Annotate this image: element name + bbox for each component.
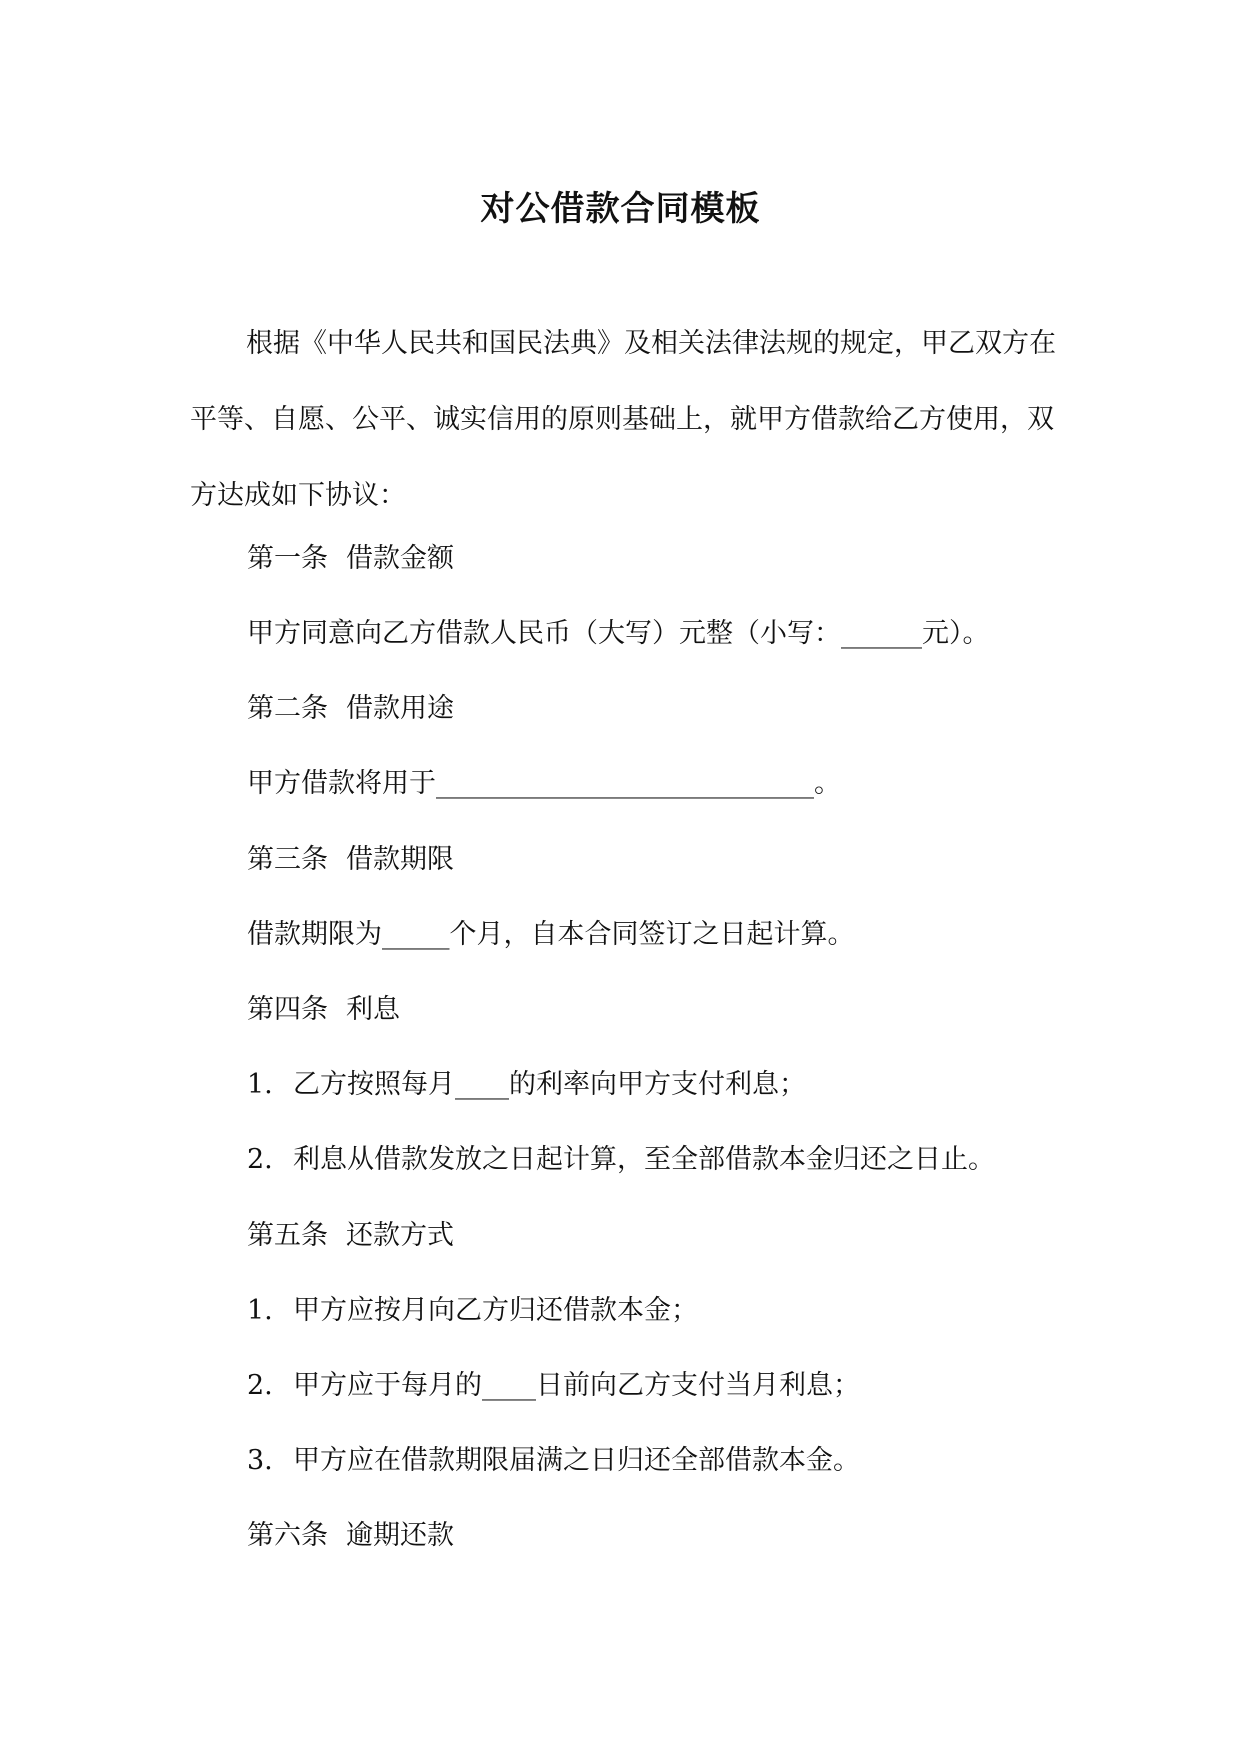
article-4-heading: [247, 990, 400, 1030]
article-5-item-2: [247, 1366, 860, 1406]
article-number: 第四条: [247, 994, 328, 1025]
article-5-item-3: [247, 1441, 860, 1481]
article-4-item-1: [247, 1065, 806, 1105]
item-text: 甲方应在借款期限届满之日归还全部借款本金。: [293, 1445, 860, 1476]
article-number: 第三条: [247, 844, 328, 875]
article-3-heading: [247, 840, 454, 880]
item-text: 甲方应按月向乙方归还借款本金；: [293, 1295, 698, 1326]
article-4-item-2: [247, 1140, 995, 1180]
article-title: 还款方式: [346, 1220, 454, 1251]
article-1-heading: [247, 539, 454, 579]
item-text: 利息从借款发放之日起计算，至全部借款本金归还之日止。: [293, 1144, 995, 1175]
article-6-heading: [247, 1516, 454, 1556]
article-3-text: 借款期限为_____个月，自本合同签订之日起计算。: [247, 919, 855, 950]
item-text: 甲方应于每月的____日前向乙方支付当月利息；: [293, 1370, 860, 1401]
document-title: 对公借款合同模板: [480, 189, 761, 229]
article-5-heading: [247, 1216, 454, 1256]
article-number: 第二条: [247, 693, 328, 724]
article-number: 第一条: [247, 543, 328, 574]
article-2-heading: [247, 689, 454, 729]
item-index: 3.: [247, 1445, 273, 1476]
article-title: 借款期限: [346, 844, 454, 875]
article-5-item-1: [247, 1291, 698, 1331]
article-title: 借款用途: [346, 693, 454, 724]
article-title: 借款金额: [346, 543, 454, 574]
item-text: 乙方按照每月____的利率向甲方支付利息；: [293, 1069, 806, 1100]
article-number: 第五条: [247, 1220, 328, 1251]
article-title: 逾期还款: [346, 1520, 454, 1551]
intro-paragraph: 根据《中华人民共和国民法典》及相关法律法规的规定，甲乙双方在平等、自愿、公平、诚实信用的原则基础上，就甲方借款给乙方使用，双方达成如下协议：: [190, 328, 1056, 511]
item-index: 2.: [247, 1144, 273, 1175]
item-index: 1.: [247, 1295, 273, 1326]
article-title: 利息: [346, 994, 400, 1025]
article-number: 第六条: [247, 1520, 328, 1551]
article-1-text: 甲方同意向乙方借款人民币（大写）元整（小写：______元）。: [247, 618, 990, 649]
item-index: 2.: [247, 1370, 273, 1401]
article-2-text: 甲方借款将用于____________________________。: [247, 768, 841, 799]
item-index: 1.: [247, 1069, 273, 1100]
